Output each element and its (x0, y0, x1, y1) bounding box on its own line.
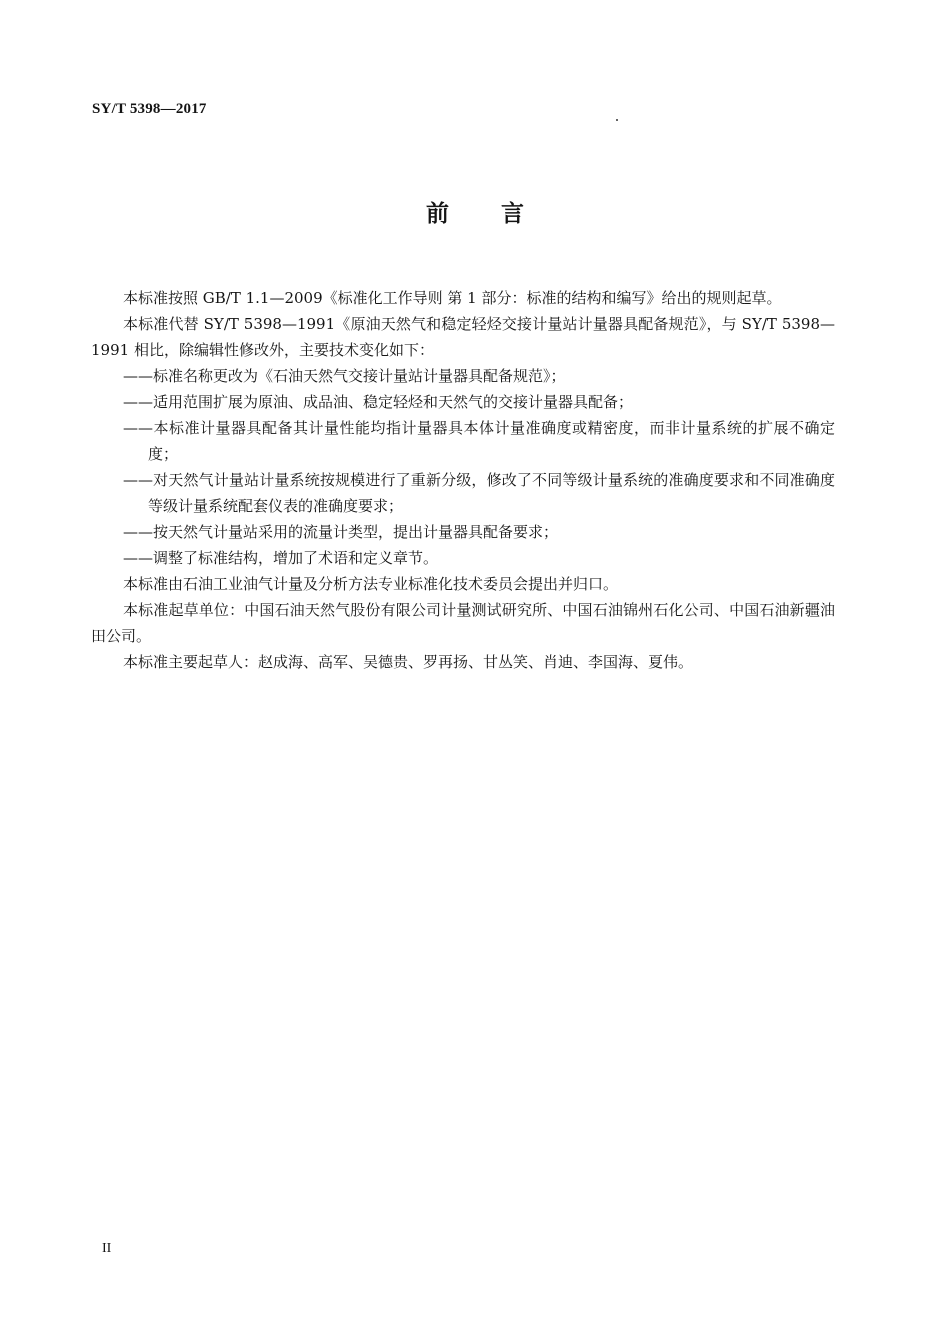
change-item: ——适用范围扩展为原油、成品油、稳定轻烃和天然气的交接计量器具配备； (123, 393, 634, 411)
standard-code: SY/T 5398—2017 (92, 101, 207, 117)
change-item: ——对天然气计量站计量系统按规模进行了重新分级，修改了不同等级计量系统的准确度要求和不同准确度等级计量系统配套仪表的准确度要求； (123, 471, 835, 515)
paragraph-proposer: 本标准由石油工业油气计量及分析方法专业标准化技术委员会提出并归口。 (123, 575, 619, 593)
page-title: 前言 (426, 201, 576, 227)
change-item: ——按天然气计量站采用的流量计类型，提出计量器具配备要求； (123, 523, 559, 541)
change-item: ——标准名称更改为《石油天然气交接计量站计量器具配备规范》； (123, 367, 566, 385)
scan-speck (616, 119, 618, 121)
paragraph-drafting-units: 本标准起草单位：中国石油天然气股份有限公司计量测试研究所、中国石油锦州石化公司、中国石油新疆油田公司。 (91, 601, 835, 645)
change-item: ——本标准计量器具配备其计量性能均指计量器具本体计量准确度或精密度，而非计量系统的扩展不确定度； (123, 419, 835, 463)
foreword-body (91, 285, 835, 675)
paragraph-replacement: 本标准代替 SY/T 5398—1991《原油天然气和稳定轻烃交接计量站计量器具配备规范》，与 SY/T 5398—1991 相比，除编辑性修改外，主要技术变化如下： (91, 315, 835, 359)
page-number: II (102, 1241, 112, 1256)
paragraph-drafters: 本标准主要起草人：赵成海、高军、吴德贵、罗再扬、甘丛笑、肖迪、李国海、夏伟。 (123, 653, 694, 671)
change-item: ——调整了标准结构，增加了术语和定义章节。 (123, 549, 439, 567)
paragraph-drafting-rules: 本标准按照 GB/T 1.1—2009《标准化工作导则 第 1 部分：标准的结构和编写》给出的规则起草。 (123, 289, 782, 307)
